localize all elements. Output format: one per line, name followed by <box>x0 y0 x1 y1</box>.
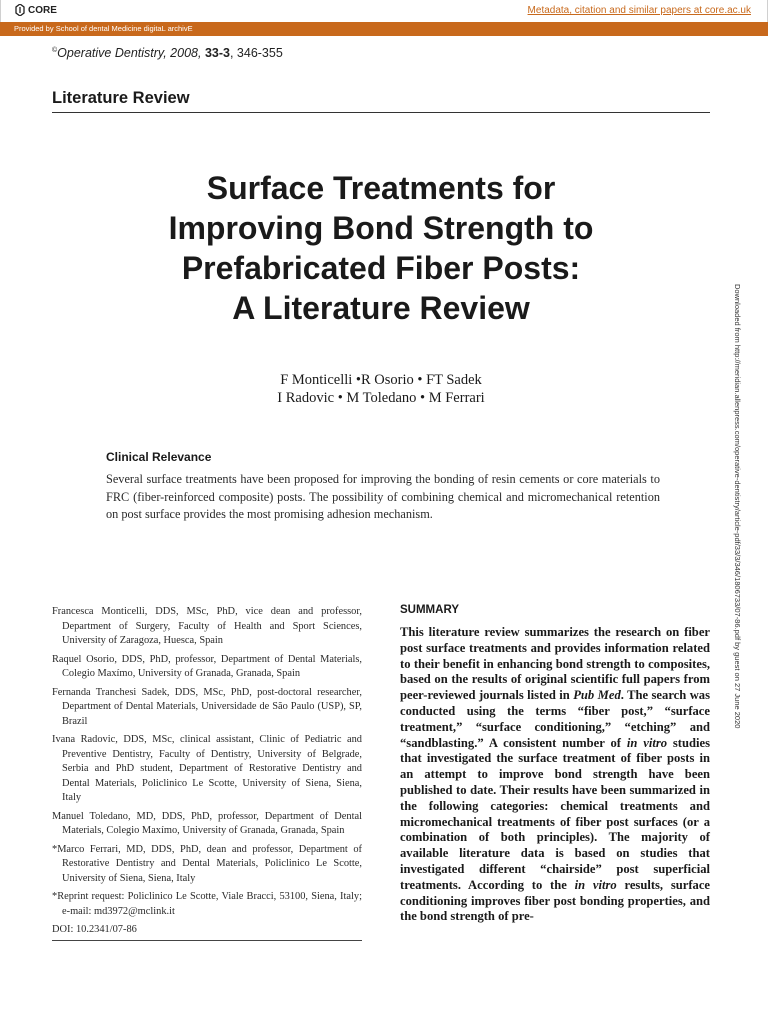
provided-by-text: Provided by School of dental Medicine digitaL archivE <box>14 24 193 33</box>
title-line: Prefabricated Fiber Posts: <box>181 250 581 286</box>
summary-body <box>400 625 710 925</box>
core-metadata-link[interactable]: Metadata, citation and similar papers at core.ac.uk <box>527 5 751 16</box>
header-divider <box>52 112 710 113</box>
affiliation-item: Francesca Monticelli, DDS, MSc, PhD, vice dean and professor, Department of Surgery, Faculty of Health and Sport Sciences, University of Zaragoza, Huesca, Spain <box>52 606 362 646</box>
affiliations-divider <box>52 940 362 941</box>
article-title <box>52 168 710 328</box>
affiliation-item: Ivana Radovic, DDS, MSc, clinical assistant, Clinic of Pediatric and Preventive Dentistry, Faculty of Dentistry, University of Belgrade, Serbia and PhD student, Department of Restorative Dentistry and Dental Materials, Policlinico Le Scotte, University of Siena, Siena, Italy <box>52 734 362 803</box>
summary-emphasis: in vitro <box>574 877 617 892</box>
affiliation-item: Manuel Toledano, MD, DDS, PhD, professor, Department of Dental Materials, Colegio Maxímo, University of Granada, Granada, Spain <box>52 810 362 836</box>
summary-text: . The search was conducted using the terms “fiber post,” “surface treatment,” “surface conditioning,” “etching” and “sandblasting.” A consistent number of <box>400 688 710 750</box>
summary-emphasis: Pub Med <box>573 688 621 703</box>
author-line: F Monticelli •R Osorio • FT Sadek <box>280 372 482 388</box>
copyright-mark: © <box>52 46 58 54</box>
download-side-text: Downloaded from http://meridian.allenpress.com/operative-dentistry/article-pdf/33/3/346/1806733/07-86.pdf by guest on 27 June 2020 <box>733 284 742 729</box>
core-logo-text: CORE <box>28 4 57 16</box>
clinical-relevance-heading: Clinical Relevance <box>106 450 212 464</box>
affiliations-column <box>52 605 362 942</box>
summary-text: results, surface conditioning improves fiber post bonding properties, and the bond strength of pre- <box>400 877 711 924</box>
affiliation-item: *Reprint request: Policlinico Le Scotte, Viale Bracci, 53100, Siena, Italy; e-mail: md3972@mclink.it <box>52 891 362 917</box>
author-line: I Radovic • M Toledano • M Ferrari <box>277 390 485 406</box>
summary-text: studies that investigated the surface treatment of fiber posts in an attempt to improve bond strength have been published to date. Their results have been summarized in the following categories: chemical treatments and micromechanical treatments of fiber post surfaces (or a combination of both principles). The majority of available literature data is based on studies that investigated different “chairside” post superficial treatments. According to the <box>400 735 710 892</box>
title-line: Improving Bond Strength to <box>168 210 594 246</box>
clinical-relevance-body: Several surface treatments have been proposed for improving the bonding of resin cements or core materials to FRC (fiber-reinforced composite) posts. The possibility of combining chemical and micromechanical retention on post surface provides the most promising adhesion mechanism. <box>106 472 660 521</box>
journal-volume: 33-3 <box>204 46 230 60</box>
section-label: Literature Review <box>52 89 190 107</box>
title-line: A Literature Review <box>232 290 530 326</box>
journal-name: Operative Dentistry, 2008, <box>57 46 205 60</box>
core-header-bar <box>0 0 768 22</box>
affiliation-item: Fernanda Tranchesi Sadek, DDS, MSc, PhD, post-doctoral researcher, Department of Dental Materials, Universidade de São Paulo (USP), SP, Brazil <box>52 686 362 727</box>
summary-text: This literature review summarizes the research on fiber post surface treatments and provides information related to their benefit in enhancing bond strength to composites, based on the results of original scientific full papers from peer-reviewed journals listed in <box>400 625 710 703</box>
core-logo-icon <box>15 4 25 16</box>
author-list <box>52 371 710 407</box>
summary-section <box>400 604 710 925</box>
journal-pages: , 346-355 <box>229 46 283 60</box>
summary-heading: SUMMARY <box>400 604 459 616</box>
summary-emphasis: in vitro <box>626 735 668 750</box>
title-line: Surface Treatments for <box>206 170 556 206</box>
provided-by-bar <box>0 22 768 36</box>
affiliation-item: *Marco Ferrari, MD, DDS, PhD, dean and professor, Department of Restorative Dentistry and Dental Materials, Policlinico Le Scotte, University of Siena, Siena, Italy <box>52 843 362 884</box>
core-logo[interactable] <box>15 4 57 16</box>
journal-citation <box>52 46 283 60</box>
download-side-note <box>730 284 742 974</box>
doi-text: DOI: 10.2341/07-86 <box>52 924 137 935</box>
affiliation-item: Raquel Osorio, DDS, PhD, professor, Department of Dental Materials, Colegio Maxímo, University of Granada, Granada, Spain <box>52 653 362 679</box>
